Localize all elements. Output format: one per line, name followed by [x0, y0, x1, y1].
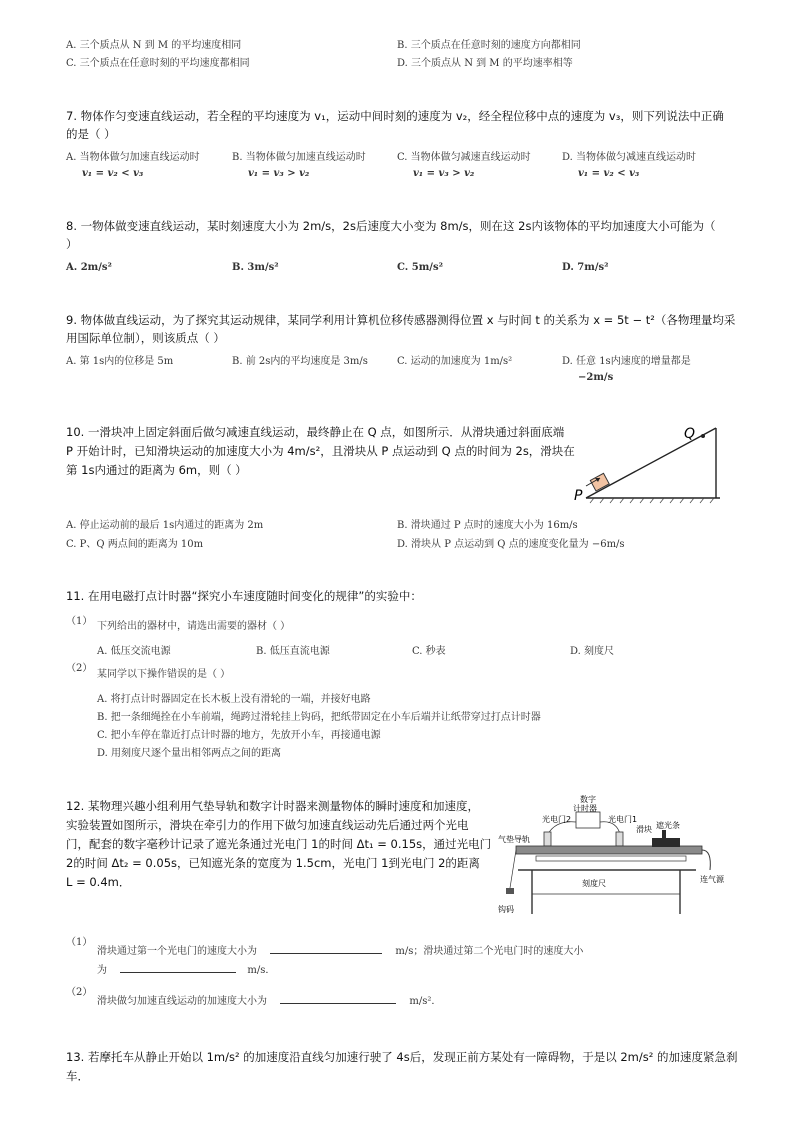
q12-part2-text: 滑块做匀加速直线运动的加速度大小为 [97, 996, 267, 1007]
q8-option-c: C. 5m/s² [397, 262, 443, 273]
q9-stem-line2: 用国际单位制），则该质点（ ） [66, 331, 225, 345]
ground-hatch [590, 498, 714, 503]
q11-part2-text: 某同学以下操作错误的是（ ） [97, 669, 231, 680]
q12-stem-line2: 实验装置如图所示，滑块在牵引力的作用下做匀加速直线运动先后通过两个光电 [66, 818, 469, 832]
q11-part2-option-a: A. 将打点计时器固定在长木板上没有滑轮的一端，并接好电路 [97, 694, 371, 705]
q9-option-d-line1: D. 任意 1s内速度的增量都是 [562, 356, 691, 367]
q12-stem-line1: 12. 某物理兴趣小组利用气垫导轨和数字计时器来测量物体的瞬时速度和加速度， [66, 799, 479, 813]
shade-label: 遮光条 [656, 821, 680, 830]
q7-stem-line2: 的是（ ） [66, 127, 116, 141]
q7-option-d [562, 150, 696, 182]
q10-stem-line3: 第 1s内通过的距离为 6m，则（ ） [66, 463, 247, 477]
q9-stem-line1: 9. 物体做直线运动，为了探究其运动规律，某同学利用计算机位移传感器测得位置 x 与时间 t 的关系为 x = 5t − t²（各物理量均采 [66, 313, 736, 327]
q11-part2-option-b: B. 把一条细绳拴在小车前端，绳跨过滑轮挂上钩码，把纸带固定在小车后端并让纸带穿过打点计时器 [97, 712, 541, 723]
q11-part1-text: 下列给出的器材中，请选出需要的器材（ ） [97, 621, 291, 632]
q12-part2-unit: m/s²． [409, 996, 442, 1007]
q12-part1-line2 [97, 960, 275, 979]
q12-answer-blank-2[interactable] [120, 960, 236, 973]
ruler [536, 856, 686, 861]
q12-answer-blank-1[interactable] [270, 941, 382, 954]
q8-stem-line2: ） [66, 237, 78, 251]
q10-incline-figure [570, 418, 730, 504]
q12-part1-text-b: 为 [97, 965, 107, 976]
q8-option-b: B. 3m/s² [232, 262, 279, 273]
digital-timer-box [576, 812, 600, 828]
photogate-2 [544, 832, 551, 846]
q7-option-a-text: A. 当物体做匀加速直线运动时 [66, 152, 200, 163]
q8-option-d: D. 7m/s² [562, 262, 609, 273]
q11-part1-option-b: B. 低压直流电源 [256, 646, 330, 657]
point-q-dot [701, 434, 705, 438]
q6-option-c: C. 三个质点在任意时刻的平均速度都相同 [66, 58, 250, 69]
q7-stem-line1: 7. 物体作匀变速直线运动，若全程的平均速度为 v₁，运动中间时刻的速度为 v₂，经全程位移中点的速度为 v₃，则下列说法中正确 [66, 109, 724, 123]
q12-part1-number: （1） [66, 937, 93, 948]
q7-option-a [66, 150, 200, 182]
rail-label: 气垫导轨 [498, 835, 530, 844]
weight-string [510, 850, 516, 888]
q7-option-d-formula: v₁ = v₂ < v₃ [578, 168, 640, 179]
gate1-label: 光电门1 [608, 815, 638, 824]
q12-air-track-figure [496, 790, 738, 918]
slider [652, 838, 680, 847]
air-track [516, 846, 702, 854]
q12-part1-line1 [97, 941, 583, 960]
q6-option-a: A. 三个质点从 N 到 M 的平均速度相同 [66, 40, 242, 51]
q11-part1-option-a: A. 低压交流电源 [97, 646, 171, 657]
q6-option-d: D. 三个质点从 N 到 M 的平均速率相等 [397, 58, 573, 69]
q9-option-d [562, 354, 691, 386]
q12-answer-blank-3[interactable] [280, 991, 396, 1004]
q12-part2-line [97, 991, 441, 1010]
digital-timer-label-2: 计时器 [573, 804, 597, 813]
q7-option-b-formula: v₁ = v₃ > v₂ [248, 168, 310, 179]
q11-part2-option-d: D. 用刻度尺逐个量出相邻两点之间的距离 [97, 748, 282, 759]
photogate-1 [616, 832, 623, 846]
q9-option-a: A. 第 1s内的位移是 5m [66, 356, 174, 367]
point-p-label: P [574, 488, 583, 504]
q7-option-b-text: B. 当物体做匀加速直线运动时 [232, 152, 366, 163]
q9-option-b: B. 前 2s内的平均速度是 3m/s [232, 356, 368, 367]
slider-label: 滑块 [636, 825, 652, 834]
q13-stem-line2: 车． [66, 1069, 89, 1083]
q12-part1-unit-a: m/s；滑块通过第二个光电门时的速度大小 [395, 946, 584, 957]
q10-stem-line1: 10. 一滑块冲上固定斜面后做匀减速直线运动，最终静止在 Q 点，如图所示．从滑块通过斜面底端 [66, 425, 565, 439]
q12-part1-text-a: 滑块通过第一个光电门的速度大小为 [97, 946, 257, 957]
q10-option-c: C. P、Q 两点间的距离为 10m [66, 539, 204, 550]
q8-stem-line1: 8. 一物体做变速直线运动，某时刻速度大小为 2m/s，2s后速度大小变为 8m/s，则在这 2s内该物体的平均加速度大小可能为（ [66, 219, 716, 233]
q9-option-d-line2: −2m/s [578, 372, 614, 383]
q11-part1-option-d: D. 刻度尺 [570, 646, 615, 657]
digital-timer-label: 数字 [580, 795, 596, 804]
q11-part1-option-c: C. 秒表 [412, 646, 446, 657]
q11-part2-number: （2） [66, 663, 93, 674]
q7-option-b [232, 150, 366, 182]
q9-option-c: C. 运动的加速度为 1m/s² [397, 356, 513, 367]
q10-option-a: A. 停止运动前的最后 1s内通过的距离为 2m [66, 520, 264, 531]
q7-option-d-text: D. 当物体做匀减速直线运动时 [562, 152, 697, 163]
q12-part2-number: （2） [66, 987, 93, 998]
q13-stem-line1: 13. 若摩托车从静止开始以 1m/s² 的加速度沿直线匀加速行驶了 4s后，发现正前方某处有一障碍物，于是以 2m/s² 的加速度紧急刹 [66, 1050, 738, 1064]
q12-stem-line3: 门，配套的数字毫秒计记录了遮光条通过光电门 1的时间 Δt₁ = 0.15s，通过光电门 [66, 837, 492, 851]
q12-stem-line5: L = 0.4m． [66, 875, 131, 889]
q8-option-a: A. 2m/s² [66, 262, 112, 273]
point-q-label: Q [684, 426, 696, 442]
q6-option-b: B. 三个质点在任意时刻的速度方向都相同 [397, 40, 581, 51]
air-source-label: 连气源 [700, 875, 724, 884]
incline-slope [586, 428, 716, 498]
q12-stem-line4: 2的时间 Δt₂ = 0.05s，已知遮光条的宽度为 1.5cm，光电门 1到光电门 2的距离 [66, 856, 480, 870]
q7-option-c [397, 150, 531, 182]
weight [506, 888, 514, 894]
q11-part1-number: （1） [66, 616, 93, 627]
q10-option-d: D. 滑块从 P 点运动到 Q 点的速度变化量为 −6m/s [397, 539, 625, 550]
q11-stem: 11. 在用电磁打点计时器“探究小车速度随时间变化的规律”的实验中： [66, 589, 422, 603]
q7-option-c-text: C. 当物体做匀减速直线运动时 [397, 152, 531, 163]
shade-strip [662, 830, 666, 839]
q7-option-c-formula: v₁ = v₃ > v₂ [413, 168, 475, 179]
q7-option-a-formula: v₁ = v₂ < v₃ [82, 168, 144, 179]
ruler-label: 刻度尺 [582, 879, 606, 888]
q10-option-b: B. 滑块通过 P 点时的速度大小为 16m/s [397, 520, 578, 531]
air-hose [702, 850, 710, 870]
q12-part1-unit-b: m/s． [247, 965, 276, 976]
weight-label: 钩码 [498, 905, 514, 914]
q11-part2-option-c: C. 把小车停在靠近打点计时器的地方，先放开小车，再接通电源 [97, 730, 381, 741]
gate2-label: 光电门2 [542, 815, 572, 824]
q10-stem-line2: P 开始计时，已知滑块运动的加速度大小为 4m/s²，且滑块从 P 点运动到 Q 点的时间为 2s，滑块在 [66, 444, 575, 458]
